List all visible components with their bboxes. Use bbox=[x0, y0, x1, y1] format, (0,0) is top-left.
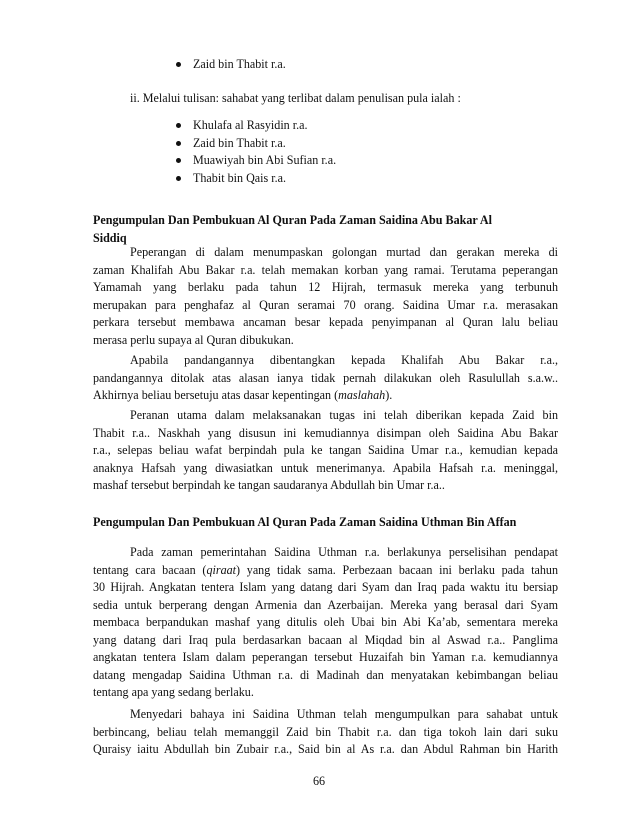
section-heading-uthman: Pengumpulan Dan Pembukuan Al Quran Pada Zaman Saidina Uthman Bin Affan bbox=[93, 515, 517, 529]
list-item: Muawiyah bin Abi Sufian r.a. bbox=[176, 152, 336, 170]
paragraph-abu-bakar-2: Apabila pandangannya dibentangkan kepada Khalifah Abu Bakar r.a., pandangannya ditolak atas alasan ianya tidak pernah dilakukan oleh Rasulullah s.a.w.. Akhirnya beliau bersetuju atas dasar kepentingan (maslahah). bbox=[93, 353, 558, 402]
paragraph-abu-bakar-3: Peranan utama dalam melaksanakan tugas ini telah diberikan kepada Zaid bin Thabit r.a.. Naskhah yang disusun ini kemudiannya disimpan oleh Saidina Abu Bakar r.a., selepas beliau wafat berpindah pula ke tangan Saidina Umar r.a., kemudian kepada anaknya Hafsah yang diwasiatkan untuk menerimanya. Apabila Hafsah r.a. meninggal, mashaf tersebut berpindah ke tangan saudaranya Abdullah bin Umar r.a.. bbox=[93, 408, 558, 492]
bullet-list-writers bbox=[176, 117, 336, 187]
bullet-icon bbox=[176, 141, 181, 146]
list-item: Zaid bin Thabit r.a. bbox=[176, 56, 286, 74]
page-number: 66 bbox=[312, 774, 326, 788]
paragraph-uthman-1: Pada zaman pemerintahan Saidina Uthman r.a. berlakunya perselisihan pendapat tentang cara bacaan (qiraat) yang tidak sama. Perbezaan bacaan ini berlaku pada tahun 30 Hijrah. Angkatan tentera Islam yang datang dari Syam dan Iraq pada waktu itu bersiap sedia untuk berperang dengan Armenia dan Azerbaijan. Mereka yang berasal dari Syam membaca berpandukan mashaf yang ditulis oleh Ubai bin Abi Ka’ab, sementara mereka yang datang dari Iraq pula berdasarkan bacaan al Miqdad bin al Aswad r.a.. Panglima angkatan tentera Islam dalam peperangan tersebut Huzaifah bin Yaman r.a. kemudiannya datang mengadap Saidina Uthman r.a. di Madinah dan menyatakan kebimbangan beliau tentang apa yang sedang berlaku. bbox=[93, 545, 558, 699]
list-item: Khulafa al Rasyidin r.a. bbox=[176, 117, 336, 135]
bullet-list-reciters bbox=[176, 56, 286, 74]
list-item: Zaid bin Thabit r.a. bbox=[176, 135, 336, 153]
bullet-icon bbox=[176, 62, 181, 67]
intro-line: ii. Melalui tulisan: sahabat yang terlibat dalam penulisan pula ialah : bbox=[130, 91, 461, 105]
section-heading-abu-bakar: Pengumpulan Dan Pembukuan Al Quran Pada Zaman Saidina Abu Bakar Al Siddiq bbox=[93, 213, 492, 245]
bullet-icon bbox=[176, 158, 181, 163]
paragraph-uthman-2: Menyedari bahaya ini Saidina Uthman telah mengumpulkan para sahabat untuk berbincang, beliau telah memanggil Zaid bin Thabit r.a. dan tiga tokoh lain dari suku Quraisy iaitu Abdullah bin Zubair r.a., Said bin al As r.a. dan Abdul Rahman bin Harith bbox=[93, 707, 558, 756]
bullet-icon bbox=[176, 176, 181, 181]
paragraph-abu-bakar-1: Peperangan di dalam menumpaskan golongan murtad dan gerakan mereka di zaman Khalifah Abu Bakar r.a. telah memakan korban yang ramai. Terutama peperangan Yamamah yang berlaku pada tahun 12 Hijrah, termasuk mereka yang terbunuh merupakan para penghafaz al Quran seramai 70 orang. Saidina Umar r.a. merasakan perkara tersebut membawa ancaman besar kepada penyimpanan al Quran lalu beliau merasa perlu supaya al Quran dibukukan. bbox=[93, 245, 558, 347]
bullet-icon bbox=[176, 123, 181, 128]
list-item: Thabit bin Qais r.a. bbox=[176, 170, 336, 188]
